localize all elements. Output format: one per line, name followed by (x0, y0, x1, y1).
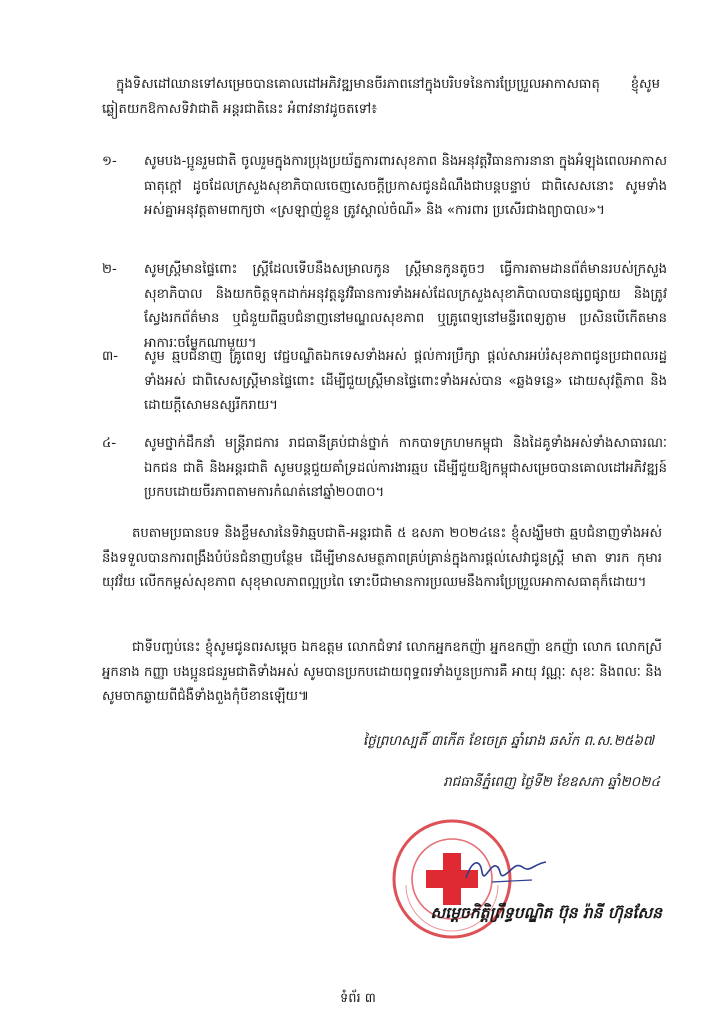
lunar-date: ថ្ងៃព្រហស្បតិ៍ ៣កើត ខែចេត្រ ឆ្នាំរោង ឆស័ក ព.ស.២៥៦៧ (362, 733, 654, 749)
list-item-text: សូមបង-ប្អូនរួមជាតិ ចូលរួមក្នុងការប្រុងប្រយ័ត្នការពារសុខភាព និងអនុវត្តវិធានការនានា ក្នុងអំឡុងពេលអាកាសធាតុក្តៅ ដូចដែលក្រសួងសុខាភិបាលចេញសេចក្តីប្រកាសជូនដំណឹងជាបន្តបន្ទាប់ ជាពិសេសនោះ សូមទាំងអស់គ្នាអនុវត្តតាមពាក្យថា «ស្រឡាញ់ខ្លួន ត្រូវស្គាល់ចំណី» និង «ការពារ ប្រសើរជាងព្យាបាល»។ (144, 154, 667, 218)
list-item-number: ២- (102, 262, 117, 277)
list-item-number: ១- (102, 154, 117, 169)
solar-date: រាជធានីភ្នំពេញ ថ្ងៃទី២ ខែឧសភា ឆ្នាំ២០២៤ (443, 774, 660, 790)
body-paragraph: តបតាមប្រធានបទ និងខ្លឹមសារនៃទិវាឆ្មបជាតិ-អន្តរជាតិ ៥ ឧសភា ២០២៤នេះ ខ្ញុំសង្ឃឹមថា ឆ្មបជំនាញទាំងអស់ នឹងទទួលបានការពង្រឹងបំប៉នជំនាញបន្ថែម ដើម្បីមានសមត្ថភាពគ្រប់គ្រាន់ក្នុងការផ្តល់សេវាជូនស្ត្រី មាតា ទារក កុមារ យុវវ័យ លើកកម្ពស់សុខភាព សុខុមាលភាពល្អប្រពៃ ទោះបីជាមានការប្រឈមនឹងការប្រែប្រួលអាកាសធាតុក៏ដោយ។ (102, 526, 662, 590)
list-item-text: សូម ឆ្មបជំនាញ គ្រូពេទ្យ វេជ្ជបណ្ឌិតឯកទេសទាំងអស់ ផ្តល់ការប្រឹក្សា ផ្តល់សារអប់រំសុខភាពជូនប្រជាពលរដ្ឋទាំងអស់ ជាពិសេសស្ត្រីមានផ្ទៃពោះ ដើម្បីជួយស្ត្រីមានផ្ទៃពោះទាំងអស់បាន «ឆ្លងទន្លេ» ដោយសុវត្ថិភាព និងដោយក្តីសោមនស្សរីករាយ។ (144, 349, 667, 413)
list-item-number: ៤- (102, 436, 117, 451)
list-item-text: សូមស្ត្រីមានផ្ទៃពោះ ស្ត្រីដែលទើបនឹងសម្រាលកូន ស្ត្រីមានកូនតូចៗ ធ្វើការតាមដានព័ត៌មានរបស់ក្រសួងសុខាភិបាល និងយកចិត្តទុកដាក់អនុវត្តនូវវិធានការទាំងអស់ដែលក្រសួងសុខាភិបាលបានផ្សព្វផ្សាយ និងត្រូវស្វែងរកព័ត៌មាន ឬជំនួយពីឆ្មបជំនាញនៅមណ្ឌលសុខភាព ឬគ្រូពេទ្យនៅមន្ទីរពេទ្យភ្លាម ប្រសិនបើកើតមានអាការៈចម្លែកណាមួយ។ (144, 262, 667, 351)
closing-paragraph: ជាទីបញ្ចប់នេះ ខ្ញុំសូមជូនពរសម្តេច ឯកឧត្តម លោកជំទាវ លោកអ្នកឧកញ៉ា អ្នកឧកញ៉ា ឧកញ៉ា លោក លោកស្រី អ្នកនាង កញ្ញា បងប្អូនជនរួមជាតិទាំងអស់ សូមបានប្រកបដោយពុទ្ធពរទាំងបួនប្រការគឺ អាយុ វណ្ណៈ សុខៈ និងពលៈ និងសូមចាកឆ្ងាយពីជំងឺទាំងពួងកុំបីខានឡើយ៕ (102, 640, 662, 704)
page-number: ទំព័រ ៣ (340, 991, 376, 1006)
signature-icon (462, 850, 550, 890)
list-item-number: ៣- (102, 349, 119, 364)
intro-paragraph: ក្នុងទិសដៅឈានទៅសម្រេចបានគោលដៅអភិវឌ្ឍមានចីរភាពនៅក្នុងបរិបទនៃការប្រែប្រួលអាកាសធាតុ ខ្ញុំសូមឆ្លៀតយកឱកាសទិវាជាតិ អន្តរជាតិនេះ អំពាវនាវដូចតទៅ៖ (102, 77, 660, 117)
list-item-text: សូមថ្នាក់ដឹកនាំ មន្ត្រីរាជការ រាជធានីគ្រប់ជាន់ថ្នាក់ កាកបាទក្រហមកម្ពុជា និងដៃគូទាំងអស់ទាំងសាធារណៈ ឯកជន ជាតិ និងអន្តរជាតិ សូមបន្តជួយគាំទ្រដល់ការងារឆ្មប ដើម្បីជួយឱ្យកម្ពុជាសម្រេចបានគោលដៅអភិវឌ្ឍន៍ប្រកបដោយចីរភាពតាមការកំណត់នៅឆ្នាំ២០៣០។ (144, 436, 667, 500)
signer-name: សម្តេចកិត្តិព្រឹទ្ធបណ្ឌិត ប៊ុន រ៉ានី ហ៊ុនសែន (430, 904, 662, 922)
